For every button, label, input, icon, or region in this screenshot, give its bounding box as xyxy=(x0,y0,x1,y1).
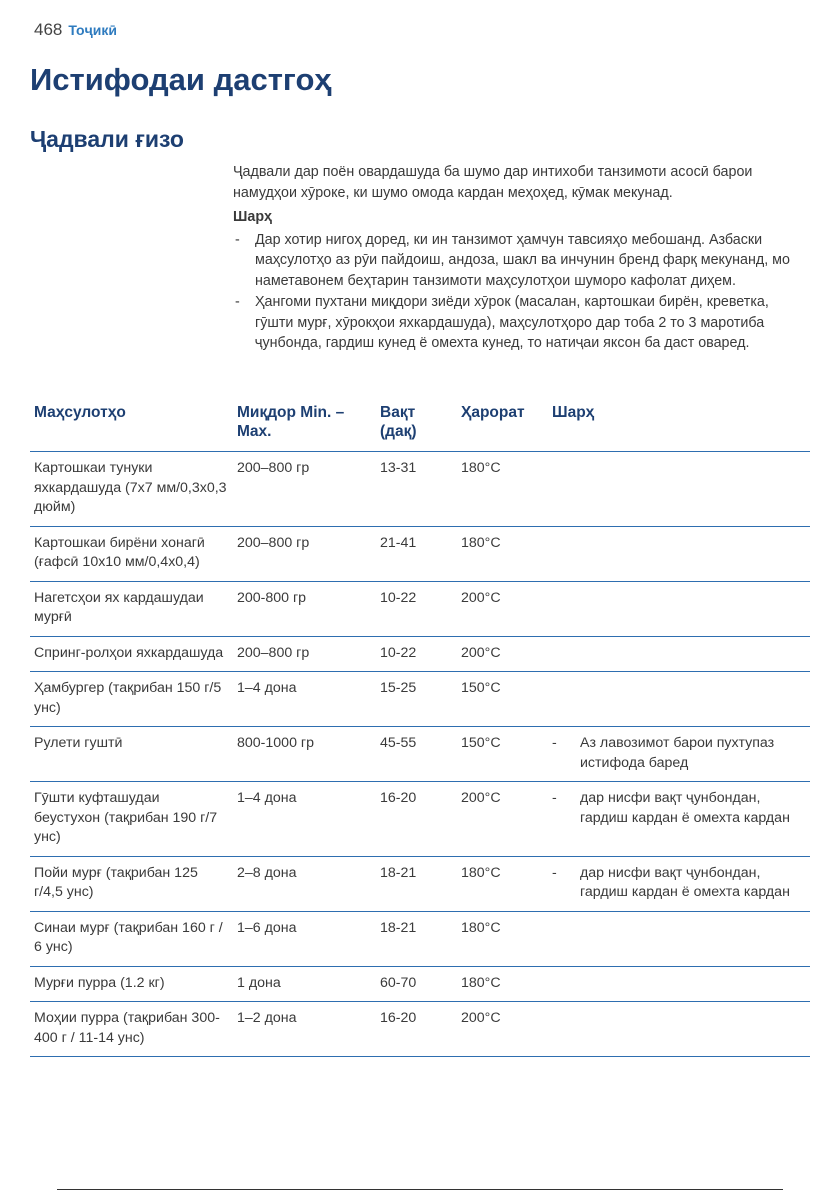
table-body xyxy=(30,452,810,1057)
cell-temperature: 200°C xyxy=(457,1002,548,1057)
cell-notes xyxy=(548,727,810,782)
cell-product: Нагетсҳои ях кардашудаи мурғӣ xyxy=(30,581,233,636)
dash-bullet: - xyxy=(552,864,557,881)
cell-temperature: 150°C xyxy=(457,672,548,727)
table-row xyxy=(30,727,810,782)
footer-rule xyxy=(57,1189,783,1190)
cell-notes xyxy=(548,782,810,857)
cell-amount: 800-1000 гр xyxy=(233,727,376,782)
cell-amount: 1–4 дона xyxy=(233,782,376,857)
cell-temperature: 180°C xyxy=(457,911,548,966)
cell-amount: 200–800 гр xyxy=(233,526,376,581)
cell-notes xyxy=(548,1002,810,1057)
note-text: Дар хотир нигоҳ доред, ки ин танзимот ҳамчун тавсияҳо мебошанд. Азбаски маҳсулотҳо аз рӯи пайдоиш, андоза, шакл ва инчунин бренд фарқ мекунанд, мо наметавонем беҳтарин танзимоти маҳсулотҳои шуморо кафолат диҳем. xyxy=(255,231,790,289)
cell-time: 10-22 xyxy=(376,636,457,672)
intro-block xyxy=(233,162,808,355)
cell-temperature: 200°C xyxy=(457,782,548,857)
page-header xyxy=(34,20,117,40)
note-text: дар нисфи вақт ҷунбондан, гардиш кардан ё омехта кардан xyxy=(580,864,790,900)
cell-amount: 1–6 дона xyxy=(233,911,376,966)
table-row xyxy=(30,581,810,636)
cell-time: 60-70 xyxy=(376,966,457,1002)
header-temperature: Ҳарорат xyxy=(457,400,548,452)
note-text: Аз лавозимот барои пухтупаз истифода баред xyxy=(580,735,775,771)
cell-time: 16-20 xyxy=(376,782,457,857)
section-tag: Тоҷикӣ xyxy=(68,22,117,38)
page-title: Истифодаи дастгоҳ xyxy=(30,62,332,97)
cell-temperature: 150°C xyxy=(457,727,548,782)
cell-notes xyxy=(548,966,810,1002)
cell-time: 16-20 xyxy=(376,1002,457,1057)
cell-product: Картошкаи бирёни хонагӣ (ғафсӣ 10x10 мм/0,4x0,4) xyxy=(30,526,233,581)
table-row xyxy=(30,526,810,581)
cell-amount: 1–2 дона xyxy=(233,1002,376,1057)
cell-amount: 1–4 дона xyxy=(233,672,376,727)
cell-notes xyxy=(548,526,810,581)
cell-amount: 1 дона xyxy=(233,966,376,1002)
cell-temperature: 180°C xyxy=(457,452,548,527)
table-row xyxy=(30,911,810,966)
cell-product: Ҳамбургер (тақрибан 150 г/5 унс) xyxy=(30,672,233,727)
note-content xyxy=(552,734,806,773)
section-subtitle: Ҷадвали ғизо xyxy=(30,126,184,152)
dash-bullet: - xyxy=(235,231,240,248)
cell-time: 15-25 xyxy=(376,672,457,727)
intro-paragraph: Ҷадвали дар поён овардашуда ба шумо дар интихоби танзимоти асосӣ барои намудҳои хӯроке, ки шумо омода кардан меҳоҳед, кӯмак мекунад. xyxy=(233,164,753,201)
cell-notes xyxy=(548,636,810,672)
cell-notes xyxy=(548,672,810,727)
note-heading: Шарҳ xyxy=(233,209,273,225)
page-number: 468 xyxy=(34,20,63,39)
header-product: Маҳсулотҳо xyxy=(30,400,233,452)
cell-product: Моҳии пурра (тақрибан 300-400 г / 11-14 унс) xyxy=(30,1002,233,1057)
cell-amount: 200–800 гр xyxy=(233,452,376,527)
cell-time: 10-22 xyxy=(376,581,457,636)
cell-time: 13-31 xyxy=(376,452,457,527)
cell-time: 21-41 xyxy=(376,526,457,581)
dash-bullet: - xyxy=(235,294,240,310)
table-row xyxy=(30,856,810,911)
cell-temperature: 180°C xyxy=(457,856,548,911)
table-row xyxy=(30,1002,810,1057)
header-time: Вақт (дақ) xyxy=(376,400,457,452)
cell-amount: 200-800 гр xyxy=(233,581,376,636)
dash-bullet: - xyxy=(552,735,557,751)
cell-time: 45-55 xyxy=(376,727,457,782)
table-row xyxy=(30,672,810,727)
table-row xyxy=(30,782,810,857)
cell-amount: 200–800 гр xyxy=(233,636,376,672)
note-text: Ҳангоми пухтани миқдори зиёди хӯрок (масалан, картошкаи бирён, креветка, гӯшти мурғ, хӯрокҳои яхкардашуда), маҳсулотҳоро дар тоба 2 то 3 маротиба ҷунбонда, гардиш кунед ё омехта кунед, то натиҷаи яксон ба даст оваред. xyxy=(255,294,769,351)
cell-product: Синаи мурғ (тақрибан 160 г / 6 унс) xyxy=(30,911,233,966)
cell-amount: 2–8 дона xyxy=(233,856,376,911)
header-amount: Миқдор Min. – Max. xyxy=(233,400,376,452)
note-item xyxy=(233,292,808,354)
cooking-table xyxy=(30,400,810,1057)
note-content xyxy=(552,864,806,903)
cell-product: Картошкаи тунуки яхкардашуда (7x7 мм/0,3x0,3 дюйм) xyxy=(30,452,233,527)
table-header-row xyxy=(30,400,810,452)
cell-product: Спринг-ролҳои яхкардашуда xyxy=(30,636,233,672)
cell-product: Пойи мурғ (тақрибан 125 г/4,5 унс) xyxy=(30,856,233,911)
note-text: дар нисфи вақт ҷунбондан, гардиш кардан ё омехта кардан xyxy=(580,790,790,826)
table-row xyxy=(30,636,810,672)
note-content xyxy=(552,789,806,828)
cell-notes xyxy=(548,911,810,966)
dash-bullet: - xyxy=(552,790,557,806)
note-item xyxy=(233,230,808,292)
cell-temperature: 180°C xyxy=(457,526,548,581)
cell-time: 18-21 xyxy=(376,911,457,966)
table-row xyxy=(30,966,810,1002)
cell-temperature: 180°C xyxy=(457,966,548,1002)
header-notes: Шарҳ xyxy=(548,400,810,452)
cell-notes xyxy=(548,581,810,636)
cell-temperature: 200°C xyxy=(457,636,548,672)
cell-notes xyxy=(548,856,810,911)
table-row xyxy=(30,452,810,527)
cell-product: Мурғи пурра (1.2 кг) xyxy=(30,966,233,1002)
cell-time: 18-21 xyxy=(376,856,457,911)
cell-notes xyxy=(548,452,810,527)
cell-product: Гӯшти куфташудаи беустухон (тақрибан 190 г/7 унс) xyxy=(30,782,233,857)
cell-product: Рулети гуштӣ xyxy=(30,727,233,782)
note-list xyxy=(233,230,808,354)
cell-temperature: 200°C xyxy=(457,581,548,636)
